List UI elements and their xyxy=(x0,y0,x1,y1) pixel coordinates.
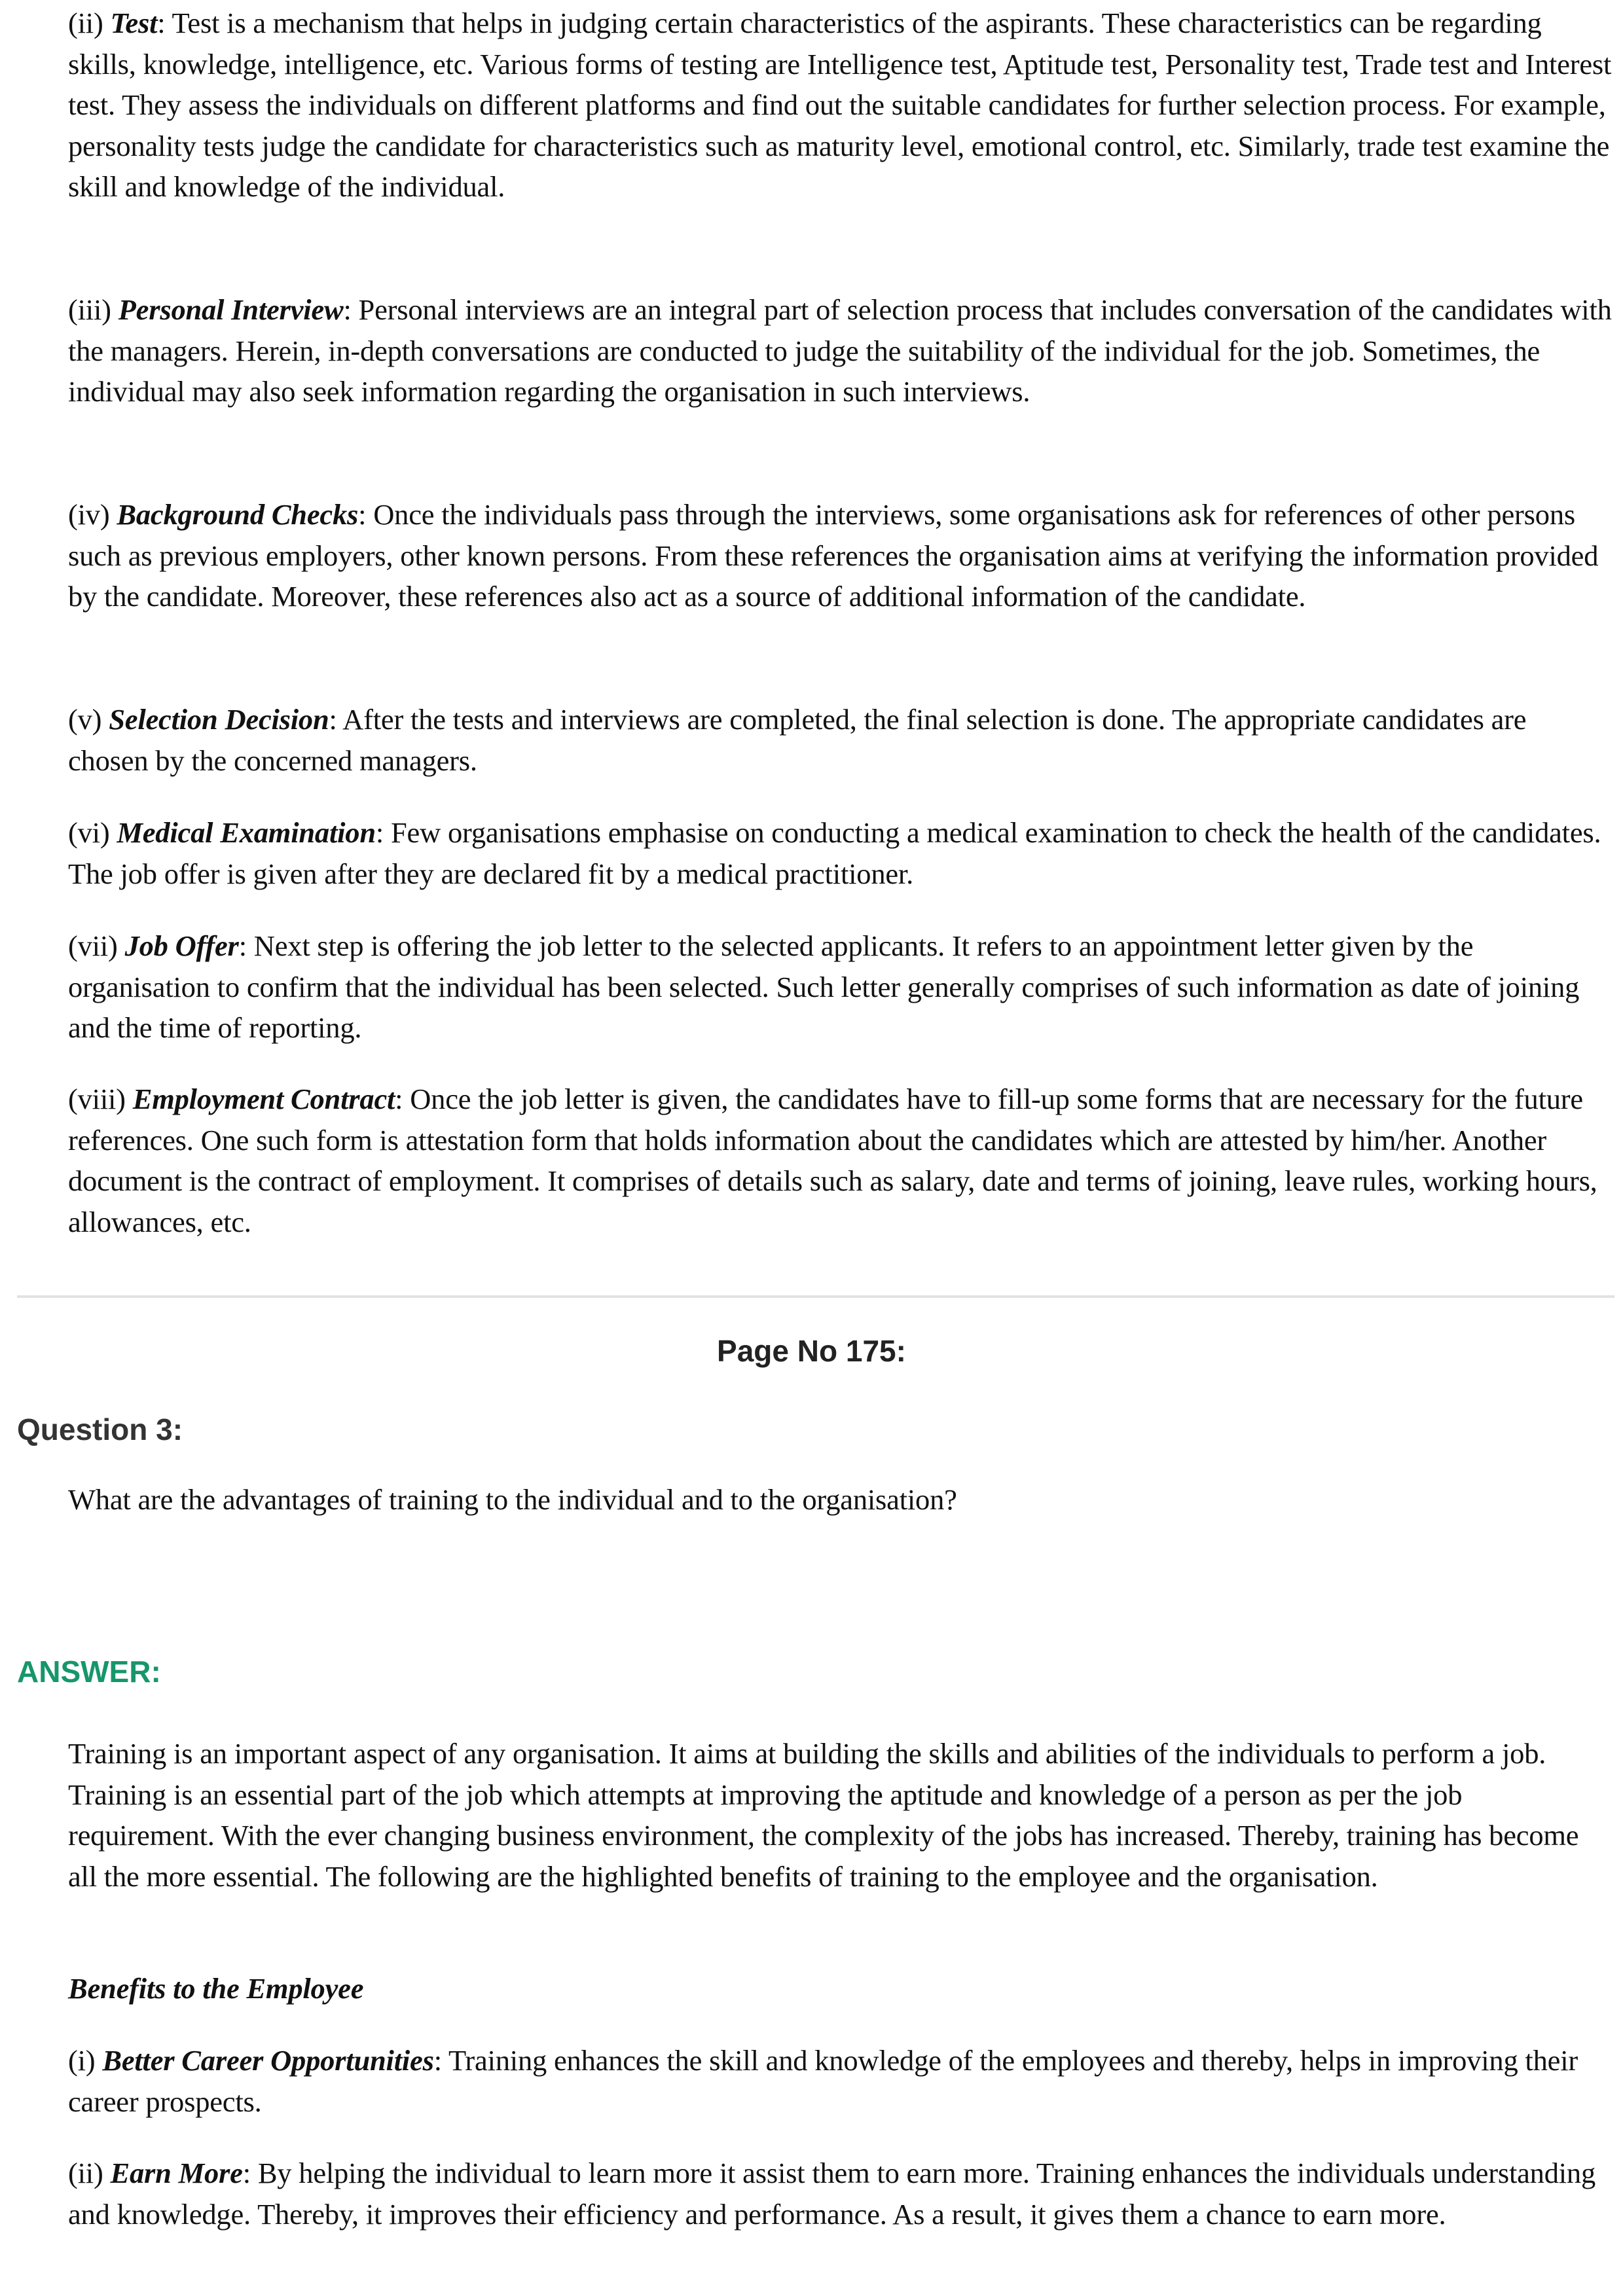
step-title: Job Offer xyxy=(124,929,239,962)
answer-intro: Training is an important aspect of any organisation. It aims at building the skills and abilities of the individuals to perform a job. Training is an essential part of the job which attempts at improving the aptitude and knowledge of a person as per the job requirement. With the ever changing business environment, the complexity of the jobs has increased. Thereby, training has become all the more essential. The following are the highlighted benefits of training to the employee and the organisation. xyxy=(68,1737,1579,1893)
step-title: Background Checks xyxy=(117,498,359,531)
step-number: (vi) xyxy=(68,816,110,849)
step-number: (vii) xyxy=(68,929,118,962)
question-label: Question 3: xyxy=(17,1412,183,1446)
step-text: : Personal interviews are an integral part of selection process that includes conversation of the candidates with the managers. Herein, in-depth conversations are conducted to judge the suitability of the individual for the job. Sometimes, the individual may also seek information regarding the organisation in such interviews. xyxy=(68,293,1612,408)
step-number: (ii) xyxy=(68,7,103,39)
benefit-earn-more xyxy=(68,2153,1613,2234)
page-number-heading: Page No 175: xyxy=(717,1334,906,1368)
step-medical-examination xyxy=(68,812,1613,925)
step-title: Test xyxy=(110,7,158,39)
benefit-number: (i) xyxy=(68,2044,96,2077)
answer-label: ANSWER: xyxy=(17,1655,161,1689)
step-title: Medical Examination xyxy=(117,816,376,849)
step-text: : Once the individuals pass through the interviews, some organisations ask for references of other persons such as previous employers, other known persons. From these references the organisation aims at verifying the information provided by the candidate. Moreover, these references also act as a source of additional information of the candidate. xyxy=(68,498,1599,613)
step-text: : Next step is offering the job letter to the selected applicants. It refers to an appointment letter given by the organisation to confirm that the individual has been selected. Such letter generally comprises of such information as date of joining and the time of reporting. xyxy=(68,929,1580,1044)
benefit-number: (ii) xyxy=(68,2157,103,2189)
step-title: Employment Contract xyxy=(132,1083,395,1115)
benefit-title: Better Career Opportunities xyxy=(102,2044,434,2077)
step-text: : Few organisations emphasise on conducting a medical examination to check the health of the candidates. The job offer is given after they are declared fit by a medical practitioner. xyxy=(68,816,1601,890)
step-title: Selection Decision xyxy=(109,703,329,736)
step-job-offer xyxy=(68,925,1613,1079)
benefit-text: : Training enhances the skill and knowledge of the employees and thereby, helps in improving their career prospects. xyxy=(68,2044,1578,2118)
benefit-text: : By helping the individual to learn more it assist them to earn more. Training enhances the individuals understanding and knowledge. Thereby, it improves their efficiency and performance. As a result, it gives them a chance to earn more. xyxy=(68,2157,1596,2231)
step-title: Personal Interview xyxy=(118,293,344,326)
step-number: (v) xyxy=(68,703,102,736)
benefits-subheading: Benefits to the Employee xyxy=(68,1972,364,2005)
step-employment-contract xyxy=(68,1079,1613,1242)
section-divider xyxy=(17,1295,1614,1298)
benefit-better-career xyxy=(68,2040,1613,2153)
step-test xyxy=(68,3,1613,289)
answer-body xyxy=(68,1733,1613,2234)
benefit-title: Earn More xyxy=(110,2157,243,2189)
step-personal-interview xyxy=(68,289,1613,494)
step-number: (iii) xyxy=(68,293,111,326)
question-text: What are the advantages of training to the individual and to the organisation? xyxy=(68,1483,957,1516)
step-text: : Test is a mechanism that helps in judging certain characteristics of the aspirants. These characteristics can be regarding skills, knowledge, intelligence, etc. Various forms of testing are Intelligence test, Aptitude test, Personality test, Trade test and Interest test. They assess the individuals on different platforms and find out the suitable candidates for further selection process. For example, personality tests judge the candidate for characteristics such as maturity level, emotional control, etc. Similarly, trade test examine the skill and knowledge of the individual. xyxy=(68,7,1612,203)
selection-steps-list xyxy=(68,3,1613,1242)
step-number: (iv) xyxy=(68,498,110,531)
step-text: : After the tests and interviews are completed, the final selection is done. The appropriate candidates are chosen by the concerned managers. xyxy=(68,703,1527,777)
step-text: : Once the job letter is given, the candidates have to fill-up some forms that are necessary for the future references. One such form is attestation form that holds information about the candidates which are attested by him/her. Another document is the contract of employment. It comprises of details such as salary, date and terms of joining, leave rules, working hours, allowances, etc. xyxy=(68,1083,1597,1238)
step-number: (viii) xyxy=(68,1083,126,1115)
step-background-checks xyxy=(68,494,1613,699)
step-selection-decision xyxy=(68,699,1613,812)
